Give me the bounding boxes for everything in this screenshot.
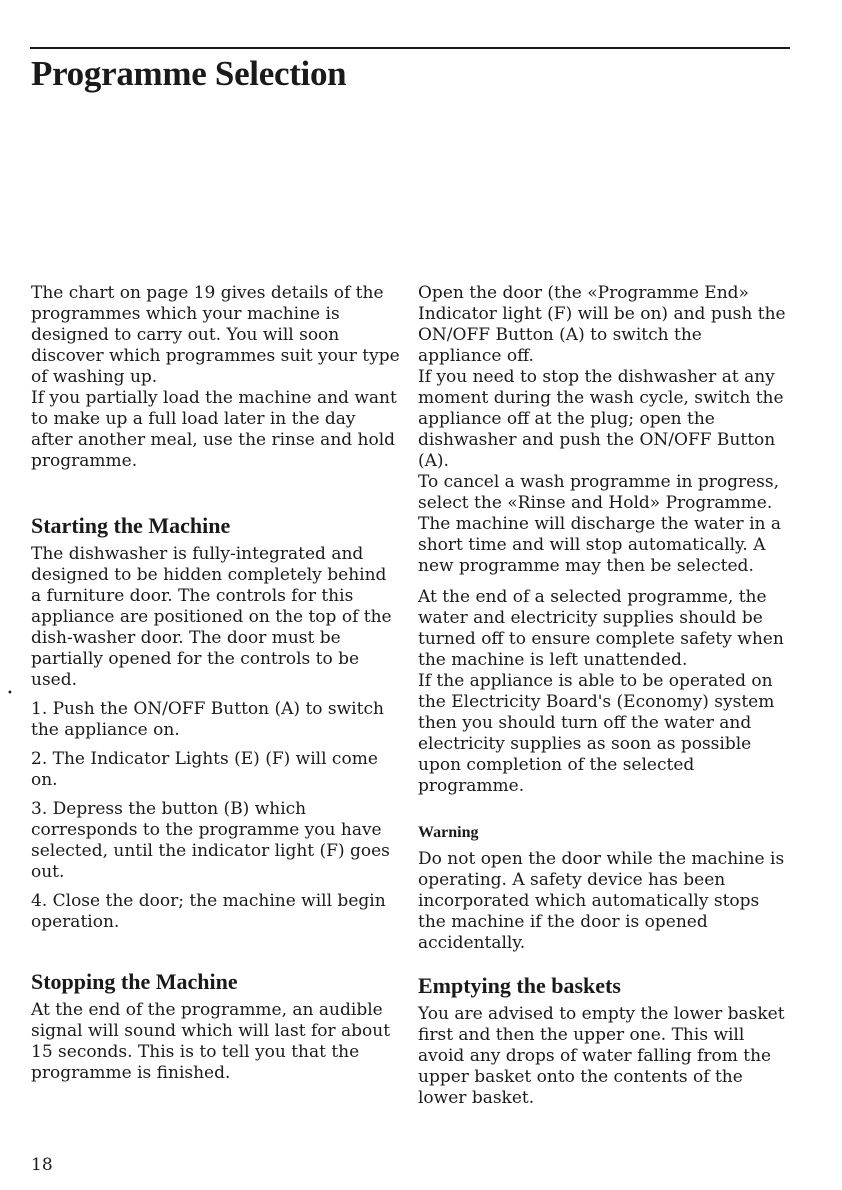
starting-step-2: 2. The Indicator Lights (E) (F) will come on. xyxy=(31,749,378,790)
emptying-text: You are advised to empty the lower basket first and then the upper one. This will avoid any drops of water falling from the upper basket onto the contents of the lower basket. xyxy=(418,1004,785,1108)
warning-heading: Warning xyxy=(418,824,479,841)
right-column xyxy=(418,283,790,1109)
starting-step-4: 4. Close the door; the machine will begin operation. xyxy=(31,891,386,932)
intro-paragraph-1: The chart on page 19 gives details of the programmes which your machine is designed to carry out. You will soon discover which programmes suit your type of washing up. xyxy=(31,283,400,387)
emptying-heading: Emptying the baskets xyxy=(418,973,621,998)
header-rule xyxy=(30,47,790,49)
left-column xyxy=(31,283,401,1084)
right-paragraph-6: If the appliance is able to be operated on the Electricity Board's (Economy) system then you should turn off the water and electricity supplies as soon as possible upon completion of the selected programme. xyxy=(418,671,775,796)
page-number: 18 xyxy=(31,1155,53,1175)
starting-step-1: 1. Push the ON/OFF Button (A) to switch the appliance on. xyxy=(31,699,384,740)
stopping-text: At the end of the programme, an audible signal will sound which will last for about 15 seconds. This is to tell you that the programme is finished. xyxy=(31,1000,391,1083)
page-title: Programme Selection xyxy=(31,54,347,93)
right-paragraph-1: Open the door (the «Programme End» Indicator light (F) will be on) and push the ON/OFF Button (A) to switch the appliance off. xyxy=(418,283,786,366)
right-paragraph-4: The machine will discharge the water in a short time and will stop automatically. A new programme may then be selected. xyxy=(418,514,781,576)
starting-intro: The dishwasher is fully-integrated and designed to be hidden completely behind a furniture door. The controls for this appliance are positioned on the top of the dish-washer door. The door must be partially opened for the controls to be used. xyxy=(31,544,392,690)
warning-text: Do not open the door while the machine is operating. A safety device has been incorporated which automatically stops the machine if the door is opened accidentally. xyxy=(418,849,785,953)
starting-heading: Starting the Machine xyxy=(31,513,231,538)
intro-paragraph-2: If you partially load the machine and want to make up a full load later in the day after another meal, use the rinse and hold programme. xyxy=(31,388,397,471)
starting-step-3: 3. Depress the button (B) which corresponds to the programme you have selected, until the indicator light (F) goes out. xyxy=(31,799,390,882)
right-paragraph-2: If you need to stop the dishwasher at any moment during the wash cycle, switch the appliance off at the plug; open the dishwasher and push the ON/OFF Button (A). xyxy=(418,367,784,471)
right-paragraph-5: At the end of a selected programme, the water and electricity supplies should be turned off to ensure complete safety when the machine is left unattended. xyxy=(418,587,784,670)
stopping-heading: Stopping the Machine xyxy=(31,969,238,994)
stray-dot: • xyxy=(7,688,13,699)
right-paragraph-3: To cancel a wash programme in progress, select the «Rinse and Hold» Programme. xyxy=(418,472,780,513)
